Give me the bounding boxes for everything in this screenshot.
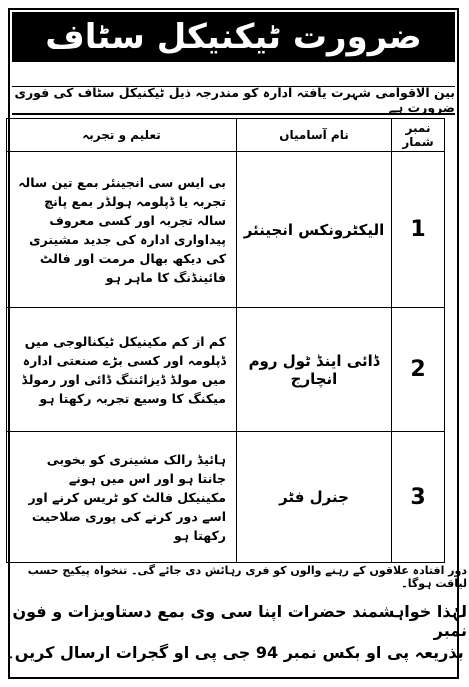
position-requirement: بی ایس سی انجینئر بمع تین سالہ تجربہ یا ڈپلومہ ہولڈر بمع پانچ سالہ تجربہ اور کسی معروف پیداواری ادارہ کی جدید مشینری کی دیکھ بھال مرمت اور فالٹ فائینڈنگ کا ماہر ہو <box>7 152 237 308</box>
position-number: 3 <box>392 432 445 563</box>
position-number: 1 <box>392 152 445 308</box>
position-requirement: کم از کم مکینیکل ٹیکنالوجی میں ڈپلومہ اور کسی بڑے صنعتی ادارہ میں مولڈ ڈیزائننگ ڈائی اور رمولڈ میکنگ کا وسیع تجربہ رکھتا ہو <box>7 308 237 432</box>
instruction-line-1: لہٰذا خواہشمند حضرات اپنا سی وی بمع دستاویزات و فون نمبر <box>12 601 467 640</box>
header-requirement: تعلیم و تجربہ <box>7 119 237 152</box>
application-instructions <box>2 600 467 664</box>
position-title: الیکٹرونکس انجینئر <box>237 152 392 308</box>
ad-title: ضرورت ٹیکنیکل سٹاف <box>12 12 455 62</box>
table-row <box>7 432 445 563</box>
header-post: نام آسامیاں <box>237 119 392 152</box>
table-row <box>7 152 445 308</box>
position-requirement: ہائیڈ رالک مشینری کو بخوبی جانتا ہو اور اس میں ہونے مکینیکل فالٹ کو ٹریس کرنے اور اسے دور کرنے کی پوری صلاحیت رکھتا ہو <box>7 432 237 563</box>
position-title: جنرل فٹر <box>237 432 392 563</box>
position-title: ڈائی اینڈ ٹول روم انچارج <box>237 308 392 432</box>
table-row <box>7 308 445 432</box>
header-number: نمبر شمار <box>392 119 445 152</box>
accommodation-note: دور افتادہ علاقوں کے رہنے والوں کو فری رہائش دی جائے گی۔ تنخواہ پیکیج حسب لیاقت ہوگا۔ <box>27 564 467 590</box>
table-header-row <box>7 119 445 152</box>
intro-text: بین الاقوامی شہرت یافتہ ادارہ کو مندرجہ ذیل ٹیکنیکل سٹاف کی فوری ضرورت ہے <box>12 86 455 115</box>
position-number: 2 <box>392 308 445 432</box>
positions-table <box>6 118 445 563</box>
instruction-line-2: بذریعہ پی او بکس نمبر 94 جی پی او گجرات ارسال کریں۔ <box>5 643 464 663</box>
